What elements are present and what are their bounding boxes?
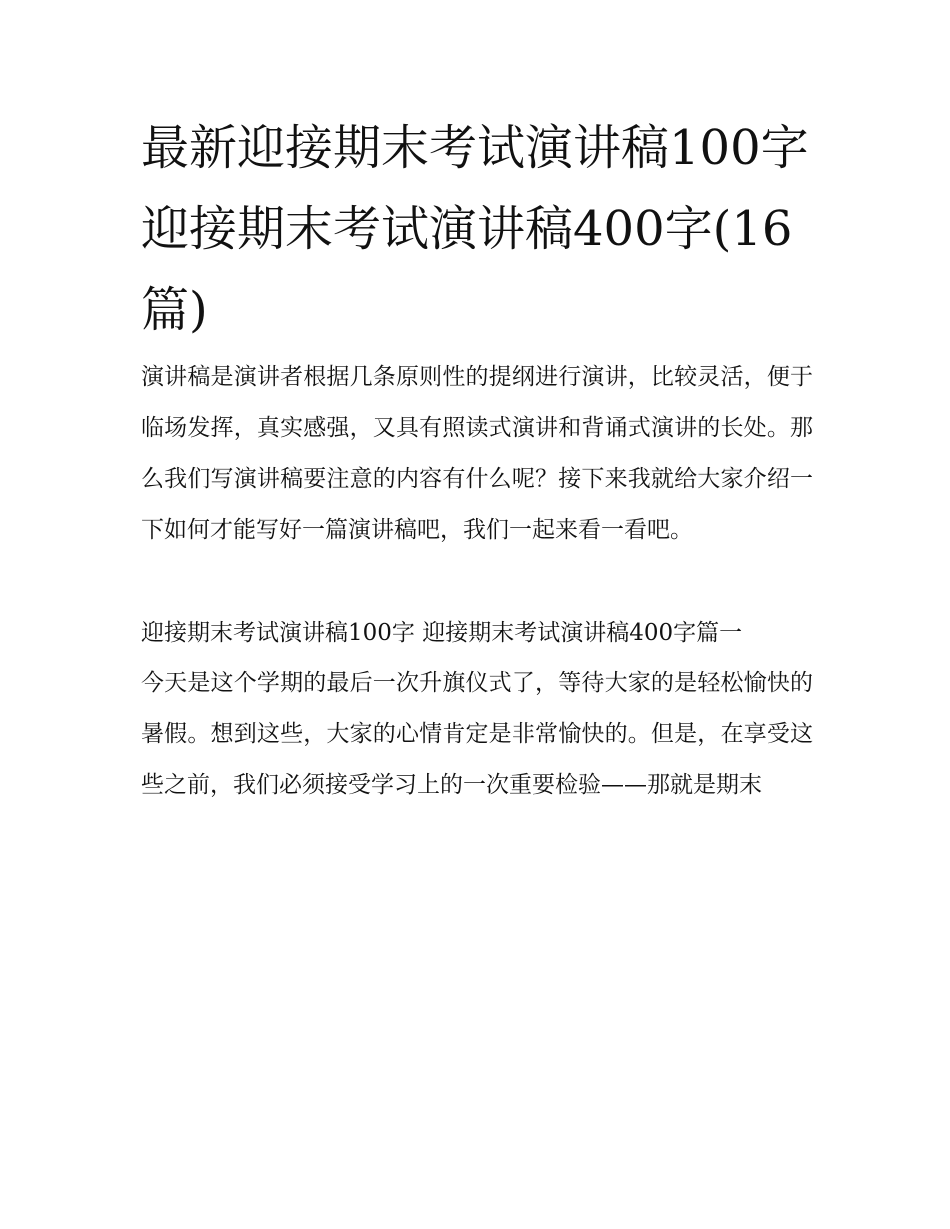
section-heading: 迎接期末考试演讲稿100字 迎接期末考试演讲稿400字篇一 (141, 620, 743, 646)
intro-paragraph: 演讲稿是演讲者根据几条原则性的提纲进行演讲，比较灵活，便于临场发挥，真实感强，又具有照读式演讲和背诵式演讲的长处。那么我们写演讲稿要注意的内容有什么呢？接下来我就给大家介绍一下如何才能写好一篇演讲稿吧，我们一起来看一看吧。 (141, 364, 813, 543)
document-title: 最新迎接期末考试演讲稿100字 迎接期末考试演讲稿400字(16篇) (141, 120, 809, 338)
section-body-paragraph: 今天是这个学期的最后一次升旗仪式了，等待大家的是轻松愉快的暑假。想到这些，大家的心情肯定是非常愉快的。但是，在享受这些之前，我们必须接受学习上的一次重要检验——那就是期末 (141, 670, 813, 798)
